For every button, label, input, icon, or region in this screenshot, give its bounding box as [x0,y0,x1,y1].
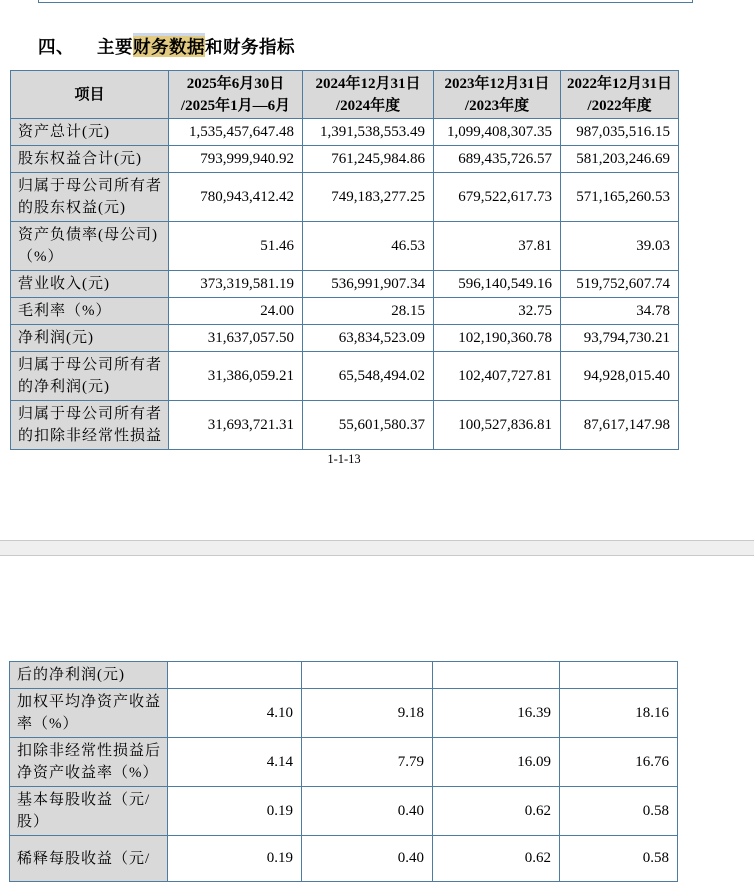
row-value: 32.75 [434,298,561,325]
row-value: 0.19 [168,787,302,836]
row-value: 37.81 [434,222,561,271]
row-value [302,662,433,689]
row-value: 65,548,494.02 [303,352,434,401]
table-row [10,787,678,836]
row-value: 1,391,538,553.49 [303,119,434,146]
table-row [11,271,679,298]
title-text-post: 和财务指标 [205,37,295,57]
row-label: 扣除非经常性损益后净资产收益率（%） [10,738,168,787]
row-value: 689,435,726.57 [434,146,561,173]
row-value: 102,190,360.78 [434,325,561,352]
row-value: 0.40 [302,836,433,882]
row-value: 102,407,727.81 [434,352,561,401]
row-label: 稀释每股收益（元/ [10,836,168,882]
row-value: 51.46 [169,222,303,271]
row-value: 571,165,260.53 [561,173,679,222]
row-label: 资产总计(元) [11,119,169,146]
row-value: 16.09 [433,738,560,787]
row-label: 归属于母公司所有者的扣除非经常性损益 [11,401,169,450]
table-row [10,836,678,882]
row-value: 16.76 [560,738,678,787]
row-value: 4.10 [168,689,302,738]
table-row [10,689,678,738]
header-period-column [303,71,434,119]
row-value: 679,522,617.73 [434,173,561,222]
row-value: 761,245,984.86 [303,146,434,173]
row-value: 0.62 [433,836,560,882]
header-period-column [434,71,561,119]
row-value: 16.39 [433,689,560,738]
table-row [10,738,678,787]
header-item-column: 项目 [11,71,169,119]
row-value [560,662,678,689]
section-number: 四、 [38,37,74,57]
row-label: 归属于母公司所有者的股东权益(元) [11,173,169,222]
table-row [11,401,679,450]
row-value: 581,203,246.69 [561,146,679,173]
row-value: 0.62 [433,787,560,836]
row-value: 1,535,457,647.48 [169,119,303,146]
period-range: /2022年度 [587,97,652,114]
row-value: 4.14 [168,738,302,787]
row-value: 93,794,730.21 [561,325,679,352]
section-title [38,34,295,59]
row-label: 资产负债率(母公司)（%） [11,222,169,271]
row-value: 1,099,408,307.35 [434,119,561,146]
row-value: 18.16 [560,689,678,738]
table-row [11,325,679,352]
row-value: 780,943,412.42 [169,173,303,222]
row-value: 100,527,836.81 [434,401,561,450]
row-value [433,662,560,689]
row-label: 股东权益合计(元) [11,146,169,173]
header-period-column [169,71,303,119]
row-value: 0.58 [560,836,678,882]
row-value: 31,693,721.31 [169,401,303,450]
row-value: 39.03 [561,222,679,271]
table-row [11,119,679,146]
row-label: 归属于母公司所有者的净利润(元) [11,352,169,401]
table-row [11,173,679,222]
header-period-column [561,71,679,119]
row-value: 87,617,147.98 [561,401,679,450]
table-row [11,352,679,401]
row-value: 0.40 [302,787,433,836]
period-range: /2024年度 [335,97,401,114]
row-value: 0.58 [560,787,678,836]
period-range: /2025年1月—6月 [180,97,291,114]
table-row [11,146,679,173]
title-text-pre: 主要 [97,37,133,57]
row-value: 24.00 [169,298,303,325]
row-value: 0.19 [168,836,302,882]
row-value: 55,601,580.37 [303,401,434,450]
row-label: 后的净利润(元) [10,662,168,689]
row-value: 94,928,015.40 [561,352,679,401]
row-label: 营业收入(元) [11,271,169,298]
row-value: 373,319,581.19 [169,271,303,298]
row-value: 749,183,277.25 [303,173,434,222]
financial-data-table-page2 [9,661,678,882]
page-separator [0,540,754,556]
row-value: 793,999,940.92 [169,146,303,173]
row-value: 63,834,523.09 [303,325,434,352]
row-label: 毛利率（%） [11,298,169,325]
period-date: 2025年6月30日 [186,75,285,92]
row-value: 536,991,907.34 [303,271,434,298]
table-row [11,298,679,325]
table-header-row [11,71,679,119]
row-value: 46.53 [303,222,434,271]
row-value: 7.79 [302,738,433,787]
row-value: 596,140,549.16 [434,271,561,298]
period-date: 2023年12月31日 [444,75,550,92]
row-value [168,662,302,689]
period-range: /2023年度 [464,97,530,114]
previous-content-box-remnant [38,0,693,3]
page-number: 1-1-13 [327,452,361,466]
row-value: 31,637,057.50 [169,325,303,352]
row-label: 基本每股收益（元/股） [10,787,168,836]
period-date: 2024年12月31日 [315,75,421,92]
row-label: 加权平均净资产收益率（%） [10,689,168,738]
search-highlight: 财务数据 [133,37,205,57]
table-row [10,662,678,689]
row-value: 28.15 [303,298,434,325]
row-value: 9.18 [302,689,433,738]
row-label: 净利润(元) [11,325,169,352]
row-value: 31,386,059.21 [169,352,303,401]
table-row [11,222,679,271]
period-date: 2022年12月31日 [566,75,672,92]
financial-data-table-page1 [10,70,679,450]
row-value: 987,035,516.15 [561,119,679,146]
row-value: 34.78 [561,298,679,325]
row-value: 519,752,607.74 [561,271,679,298]
